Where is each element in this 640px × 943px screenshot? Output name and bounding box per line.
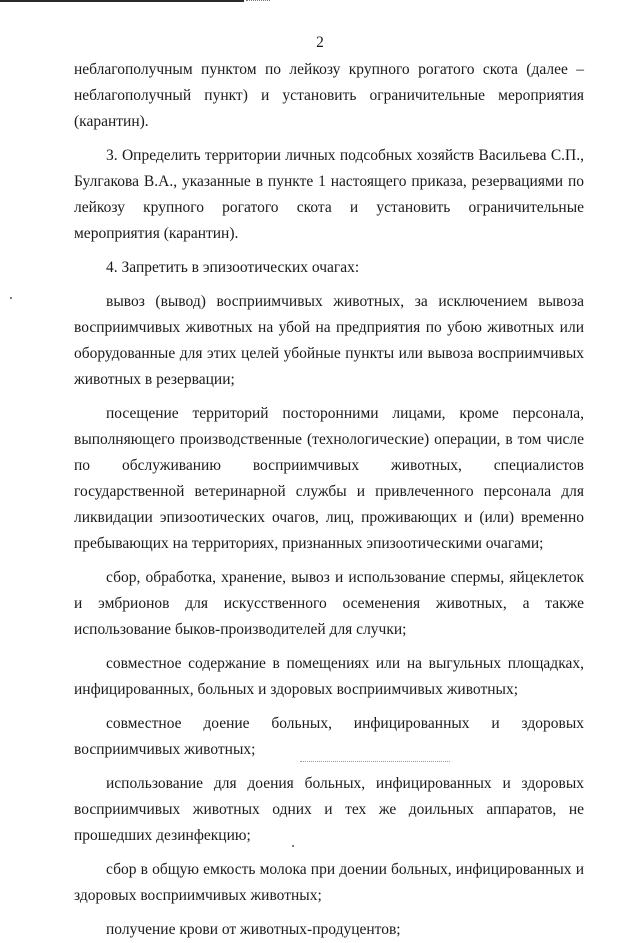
paragraph-prohibition-blood: получение крови от животных-продуцентов; xyxy=(106,921,401,938)
paragraph-prohibition-milk-collection: сбор в общую емкость молока при доении больных, инфицированных и здоровых восприимчивых животных; xyxy=(74,861,584,904)
document-body xyxy=(74,57,584,943)
top-edge-rule xyxy=(0,0,244,2)
paragraph-item-3: 3. Определить территории личных подсобных хозяйств Васильева С.П., Булгакова В.А., указанные в пункте 1 настоящего приказа, резервациями по лейкозу крупного рогатого скота и установить ограничительные мероприятия (карантин). xyxy=(74,147,584,242)
scan-speck xyxy=(292,845,294,847)
scan-speck xyxy=(10,297,12,299)
paragraph-prohibition-joint-keeping: совместное содержание в помещениях или на выгульных площадках, инфицированных, больных и здоровых восприимчивых животных; xyxy=(74,655,584,698)
page-number: 2 xyxy=(316,34,324,51)
paragraph-prohibition-joint-milking: совместное доение больных, инфицированных и здоровых восприимчивых животных; xyxy=(74,715,584,758)
scan-dash xyxy=(300,761,450,763)
paragraph-item-4: 4. Запретить в эпизоотических очагах: xyxy=(106,259,360,276)
paragraph-prohibition-milking-devices: использование для доения больных, инфицированных и здоровых восприимчивых животных одних и тех же доильных аппаратов, не прошедших дезинфекцию; xyxy=(74,775,584,844)
paragraph-prohibition-export: вывоз (вывод) восприимчивых животных, за исключением вывоза восприимчивых животных на убой на предприятия по убою животных или оборудованные для этих целей убойные пункты или вывоза восприимчивых животных в резервации; xyxy=(74,293,584,388)
top-edge-dots xyxy=(246,0,270,2)
paragraph-prohibition-visits: посещение территорий посторонними лицами, кроме персонала, выполняющего производственные (технологические) операции, в том числе по обслуживанию восприимчивых животных, специалистов государственной ветеринарной службы и привлеченного персонала для ликвидации эпизоотических очагов, лиц, проживающих и (или) временно пребывающих на территориях, признанных эпизоотическими очагами; xyxy=(74,405,584,552)
paragraph-continuation: неблагополучным пунктом по лейкозу крупного рогатого скота (далее – неблагополучный пункт) и установить ограничительные мероприятия (карантин). xyxy=(74,61,584,130)
paragraph-prohibition-sperm: сбор, обработка, хранение, вывоз и использование спермы, яйцеклеток и эмбрионов для искусственного осеменения животных, а также использование быков-производителей для случки; xyxy=(74,569,584,638)
